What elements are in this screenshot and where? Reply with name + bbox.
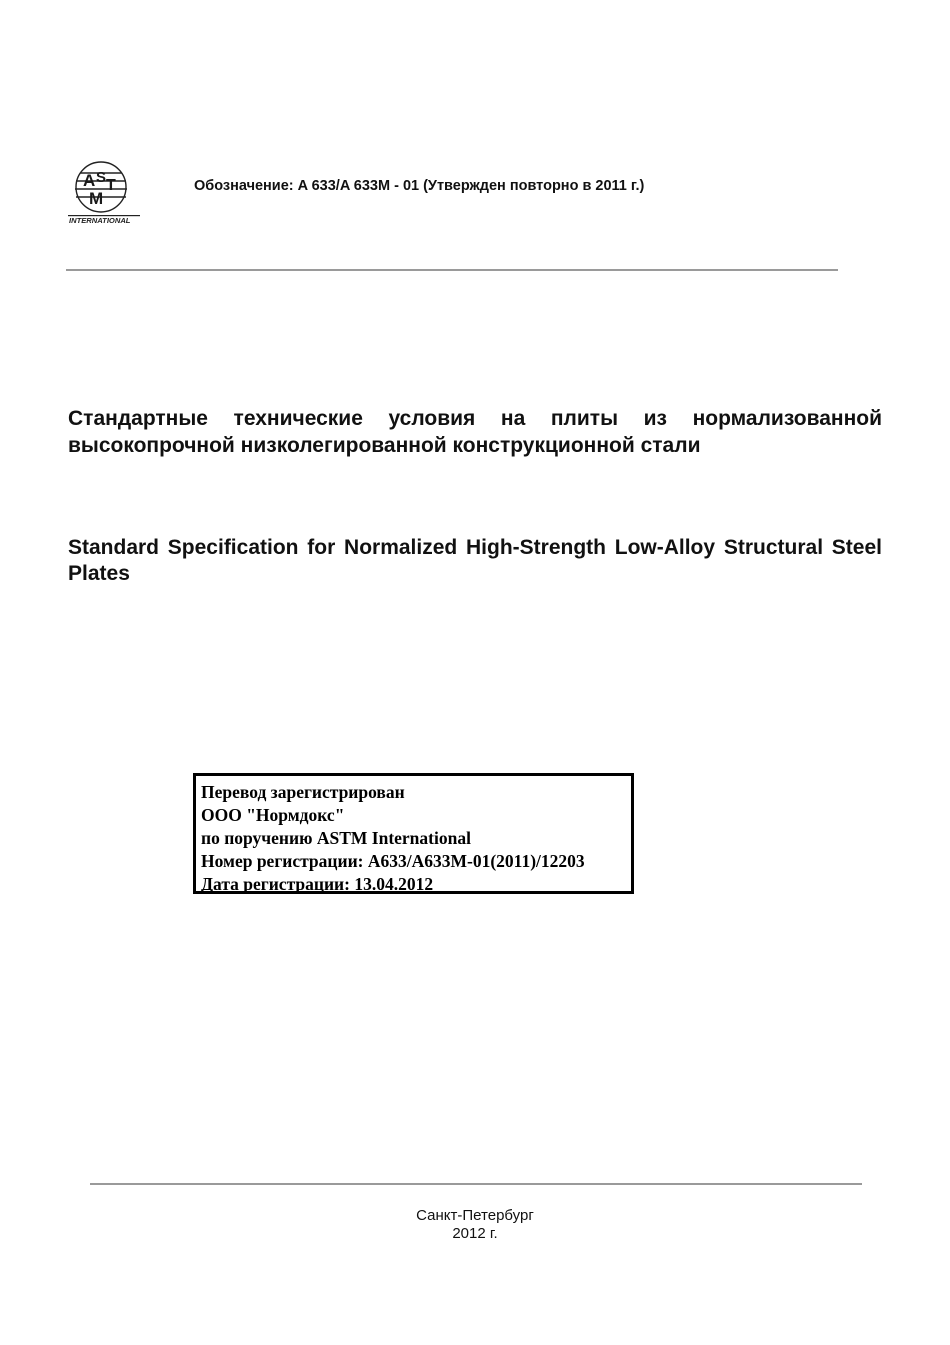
registration-number: Номер регистрации: A633/A633M-01(2011)/12203 xyxy=(201,851,585,871)
title-russian: Стандартные технические условия на плиты из нормализованной высокопрочной низколегированной конструкционной стали xyxy=(68,407,882,457)
registration-line: Перевод зарегистрирован xyxy=(201,782,405,802)
svg-text:T: T xyxy=(106,177,116,194)
svg-text:M: M xyxy=(89,189,104,208)
footer xyxy=(0,1207,950,1243)
bottom-divider xyxy=(90,1183,862,1185)
astm-logo-icon xyxy=(66,160,142,226)
logo-subtext: INTERNATIONAL xyxy=(69,216,131,225)
registration-line: ООО "Нормдокс" xyxy=(201,805,345,825)
svg-text:A: A xyxy=(83,171,96,190)
registration-line: по поручению ASTM International xyxy=(201,828,471,848)
registration-date: Дата регистрации: 13.04.2012 xyxy=(201,874,434,894)
svg-text:S: S xyxy=(96,169,107,186)
title-english: Standard Specification for Normalized High-Strength Low-Alloy Structural Steel Plates xyxy=(68,536,882,585)
registration-box xyxy=(193,773,634,894)
footer-year: 2012 г. xyxy=(452,1225,498,1242)
designation-text: Обозначение: A 633/A 633M - 01 (Утвержден повторно в 2011 г.) xyxy=(194,178,645,194)
top-divider xyxy=(66,269,838,271)
footer-city: Санкт-Петербург xyxy=(416,1207,534,1224)
